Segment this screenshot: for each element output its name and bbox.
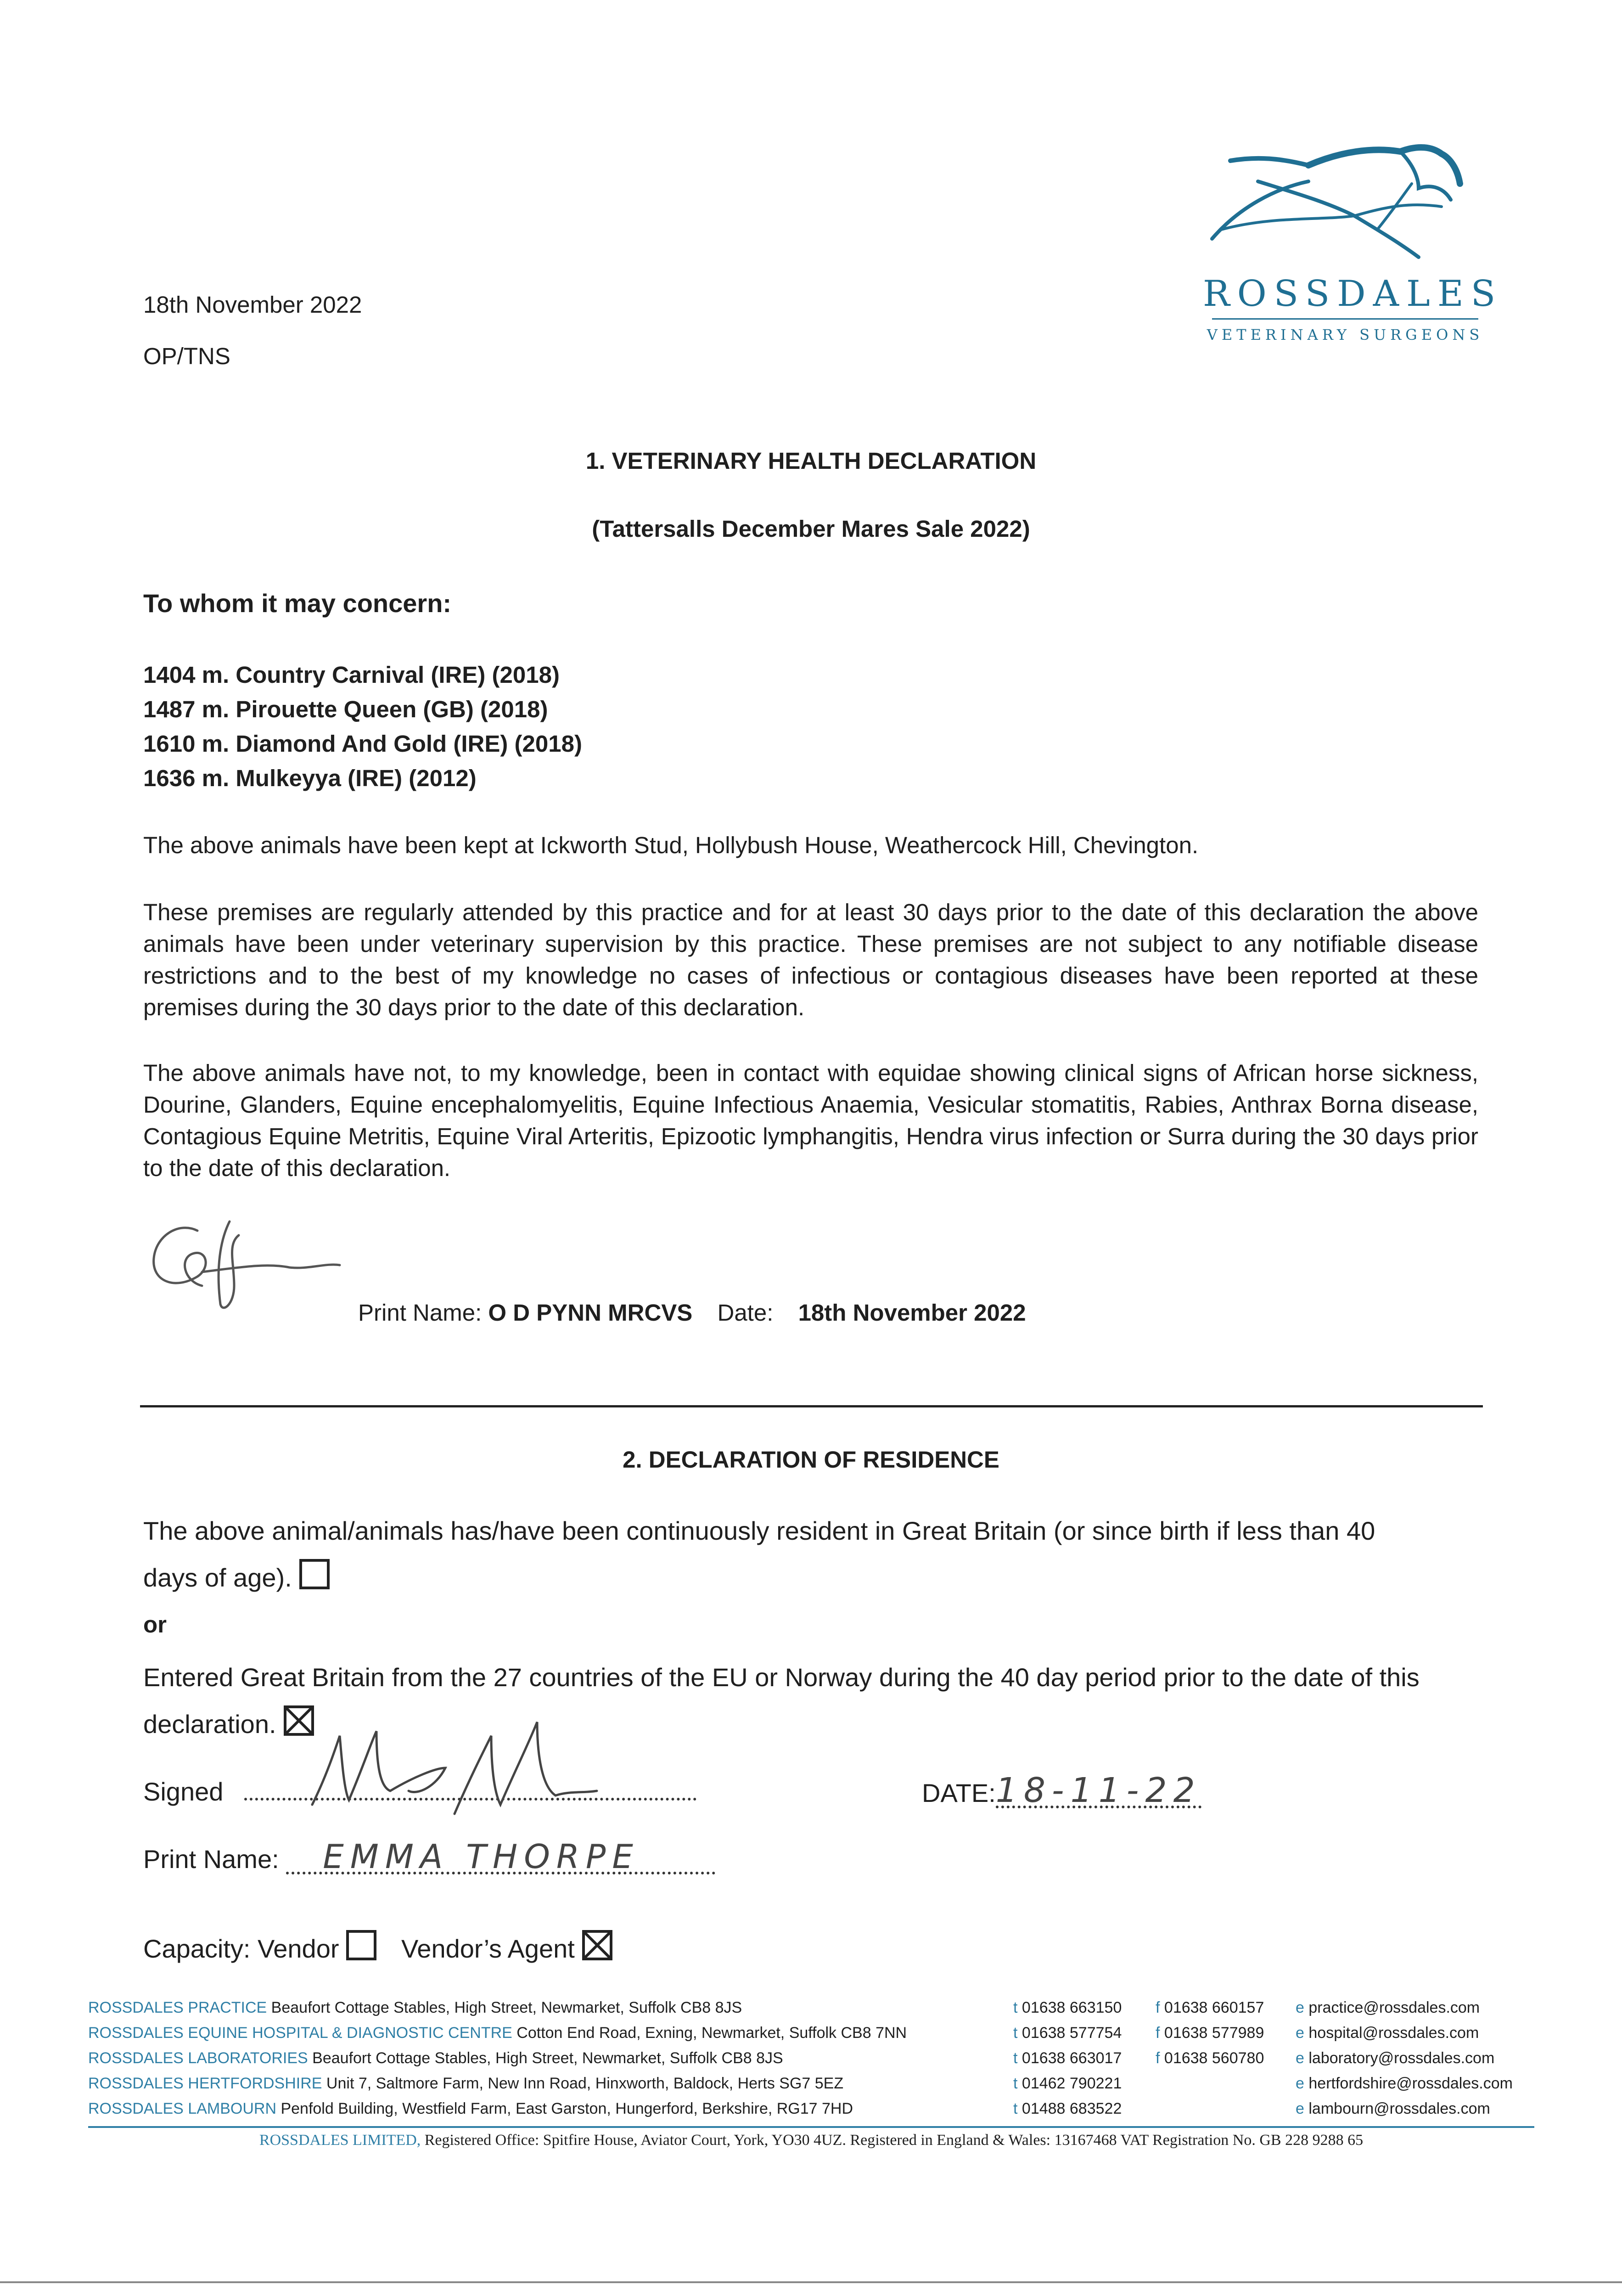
footer-fax: 01638 660157 <box>1164 1999 1264 2016</box>
letter-date: 18th November 2022 <box>143 292 362 318</box>
contact-paragraph: The above animals have not, to my knowledge, been in contact with equidae showing clinical signs of African horse sickness, Dourine, Glanders, Equine encephalomyelitis, Equine Infectious Anaemia, Vesicular stomatitis, Rabies, Anthrax Borna disease, Contagious Equine Metritis, Equine Viral Arteritis, Epizootic lymphangitis, Hendra virus infection or Surra during the 30 days prior to the date of this declaration. <box>143 1060 1478 1181</box>
footer-tel: 01638 577754 <box>1021 2024 1122 2042</box>
email-prefix: e <box>1296 2100 1304 2117</box>
capacity-vendor-label: Capacity: Vendor <box>143 1934 339 1963</box>
date-label: Date: <box>717 1300 774 1326</box>
logo-tagline: VETERINARY SURGEONS <box>1207 326 1484 343</box>
footer-branch-name: ROSSDALES PRACTICE <box>88 1999 267 2016</box>
residence-option-continuous <box>143 1508 1429 1601</box>
footer-row <box>88 2071 1534 2096</box>
print-name-label: Print Name: <box>358 1300 482 1326</box>
footer-row <box>88 1995 1534 2020</box>
footer-branch-address: Penfold Building, Westfield Farm, East Garston, Hungerford, Berkshire, RG17 7HD <box>281 2100 853 2117</box>
option-eu-text: Entered Great Britain from the 27 countries of the EU or Norway during the 40 day period prior to the date of this declaration. <box>143 1663 1420 1739</box>
continuous-resident-checkbox[interactable] <box>299 1559 330 1589</box>
fax-prefix: f <box>1156 2024 1160 2042</box>
tel-prefix: t <box>1013 1999 1018 2016</box>
list-item: 1636 m. Mulkeyya (IRE) (2012) <box>143 765 477 791</box>
signed-label: Signed <box>143 1777 224 1806</box>
footer-email[interactable]: lambourn@rossdales.com <box>1308 2100 1490 2117</box>
footer-tel: 01638 663150 <box>1021 1999 1122 2016</box>
vendor-print-name[interactable]: EMMA THORPE <box>286 1841 715 1874</box>
registered-details: Registered Office: Spitfire House, Aviator Court, York, YO30 4UZ. Registered in England & Wales: 13167468 VAT Registration No. GB 228 9288 65 <box>424 2132 1364 2149</box>
footer-tel: 01488 683522 <box>1021 2100 1122 2117</box>
vendor-checkbox[interactable] <box>346 1930 376 1960</box>
footer-branch-address: Cotton End Road, Exning, Newmarket, Suffolk CB8 7NN <box>516 2024 907 2042</box>
footer-contacts <box>88 1995 1534 2122</box>
footer-branch-name: ROSSDALES LAMBOURN <box>88 2100 276 2117</box>
footer-rule <box>88 2126 1534 2128</box>
signed-date-label: DATE: <box>922 1778 996 1807</box>
signed-date-row <box>922 1771 1201 1810</box>
footer-branch-address: Unit 7, Saltmore Farm, New Inn Road, Hinxworth, Baldock, Herts SG7 5EZ <box>326 2075 844 2092</box>
capacity-row <box>143 1930 612 1965</box>
footer-row <box>88 2046 1534 2071</box>
footer-email[interactable]: practice@rossdales.com <box>1308 1999 1480 2016</box>
email-prefix: e <box>1296 2075 1304 2092</box>
tel-prefix: t <box>1013 2049 1018 2067</box>
email-prefix: e <box>1296 1999 1304 2016</box>
fax-prefix: f <box>1156 1999 1160 2016</box>
footer-email[interactable]: hertfordshire@rossdales.com <box>1308 2075 1513 2092</box>
footer-branch-address: Beaufort Cottage Stables, High Street, Newmarket, Suffolk CB8 8JS <box>271 1999 742 2016</box>
footer-email[interactable]: laboratory@rossdales.com <box>1308 2049 1495 2067</box>
list-item: 1404 m. Country Carnival (IRE) (2018) <box>143 662 560 688</box>
footer-tel: 01638 663017 <box>1021 2049 1122 2067</box>
tel-prefix: t <box>1013 2100 1018 2117</box>
registered-office <box>88 2129 1534 2152</box>
premises-paragraph: The above animals have been kept at Ickworth Stud, Hollybush House, Weathercock Hill, Chevington. <box>143 832 1199 858</box>
section-divider <box>140 1405 1483 1407</box>
tel-prefix: t <box>1013 2075 1018 2092</box>
footer-fax: 01638 577989 <box>1164 2024 1264 2042</box>
tel-prefix: t <box>1013 2024 1018 2042</box>
print-name-row <box>143 1837 715 1876</box>
footer-branch-name: ROSSDALES HERTFORDSHIRE <box>88 2075 322 2092</box>
logo-name: ROSSDALES <box>1203 273 1503 315</box>
vet-date: 18th November 2022 <box>798 1300 1026 1326</box>
logo-rule <box>1212 318 1478 320</box>
list-item: 1487 m. Pirouette Queen (GB) (2018) <box>143 696 548 722</box>
signed-date-value[interactable]: 18-11-22 <box>995 1771 1201 1810</box>
vet-print-name: O D PYNN MRCVS <box>488 1300 693 1326</box>
footer-row <box>88 2096 1534 2122</box>
vendor-agent-checkbox[interactable] <box>582 1930 612 1960</box>
option-continuous-text: The above animal/animals has/have been continuously resident in Great Britain (or since birth if less than 40 days of age). <box>143 1516 1375 1592</box>
print-name-label: Print Name: <box>143 1845 279 1874</box>
animal-list <box>143 658 582 795</box>
horse-logo-icon <box>1203 138 1487 276</box>
footer-tel: 01462 790221 <box>1021 2075 1122 2092</box>
fax-prefix: f <box>1156 2049 1160 2067</box>
footer-branch-name: ROSSDALES EQUINE HOSPITAL & DIAGNOSTIC CENTRE <box>88 2024 512 2042</box>
vendor-agent-label: Vendor’s Agent <box>401 1934 575 1963</box>
footer-row <box>88 2020 1534 2046</box>
footer-fax: 01638 560780 <box>1164 2049 1264 2067</box>
email-prefix: e <box>1296 2024 1304 2042</box>
list-item: 1610 m. Diamond And Gold (IRE) (2018) <box>143 731 582 757</box>
page-bottom-edge <box>0 2281 1622 2283</box>
registered-company-name: ROSSDALES LIMITED, <box>259 2132 421 2149</box>
footer-branch-name: ROSSDALES LABORATORIES <box>88 2049 308 2067</box>
letter-reference: OP/TNS <box>143 343 230 369</box>
vet-signoff <box>358 1297 1026 1328</box>
section2-title: 2. DECLARATION OF RESIDENCE <box>623 1446 999 1473</box>
vendor-signature <box>298 1713 601 1823</box>
section1-title: 1. VETERINARY HEALTH DECLARATION <box>585 448 1037 474</box>
supervision-paragraph: These premises are regularly attended by this practice and for at least 30 days prior to the date of this declaration the above animals have been under veterinary supervision by this practice. These premises are not subject to any notifiable disease restrictions and to the best of my knowledge no cases of infectious or contagious diseases have been reported at these premises during the 30 days prior to the date of this declaration. <box>143 899 1478 1020</box>
salutation: To whom it may concern: <box>143 589 452 618</box>
footer-email[interactable]: hospital@rossdales.com <box>1308 2024 1479 2042</box>
email-prefix: e <box>1296 2049 1304 2067</box>
footer-branch-address: Beaufort Cottage Stables, High Street, Newmarket, Suffolk CB8 8JS <box>312 2049 783 2067</box>
vet-signature <box>147 1212 344 1318</box>
section1-subtitle: (Tattersalls December Mares Sale 2022) <box>592 516 1030 542</box>
rossdales-logo <box>1203 138 1503 349</box>
or-label: or <box>143 1611 167 1638</box>
